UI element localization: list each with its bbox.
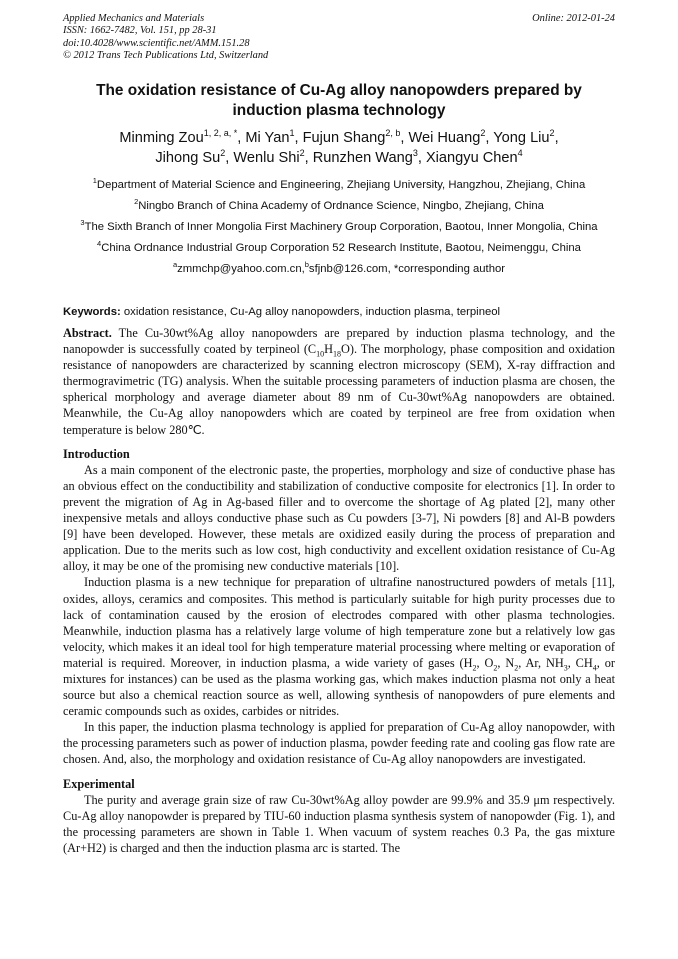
email-a[interactable]: zmmchp@yahoo.com.cn, bbox=[177, 263, 305, 275]
abstract: Abstract. The Cu-30wt%Ag alloy nanopowders are prepared by induction plasma technology, and the nanopowder is successfully coated by terpineol $(C_{10}H_{18}O)$. The morphology, phase composition and oxidation resistance of nanopowders are characterized by scanning electron microscopy (SEM), X-ray diffraction and thermogravimetric (TG) analysis. When the suitable processing parameters of induction plasma are chosen, the spherical morphology and average diameter about 89 nm of Cu-30wt%Ag nanopowders are obtained. Meanwhile, the Cu-Ag alloy nanopowders which are coated by terpineol are free from oxidation when temperature is below 280℃. bbox=[63, 326, 615, 437]
affiliation: $^1$Department of Material Science and Engineering, Zhejiang University, Hangzhou, Zhejiang, China bbox=[92, 176, 586, 191]
keywords-text: oxidation resistance, Cu-Ag alloy nanopowders, induction plasma, terpineol bbox=[120, 306, 501, 318]
author: Runzhen Wang$^3$, bbox=[312, 148, 426, 166]
experimental-heading: Experimental bbox=[63, 776, 135, 791]
intro-paragraph-2: Induction plasma is a new technique for preparation of ultrafine nanostructured powders of metals [11], oxides, alloys, ceramics and composites. This method is particularly suitable for high purity processes due to lack of contamination caused by the erosion of electrodes compared with other plasma technologies. Meanwhile, induction plasma has a relatively large volume of high temperature zone but a relatively low gas velocity, which makes it an ideal tool for high temperature material processing where melting or evaporation of material is required. Moreover, in induction plasma, a wide variety of gases ($H_2$, $O_2$, $N_2$, Ar, $NH_3$, $CH_4$, or mixtures for instances) can be used as the plasma working gas, which makes induction plasma not only a heat source but also a chemical reaction source as well, allowing synthesis of nanopowders of pure elements and ceramic compounds such as oxides, carbides or nitrides. bbox=[63, 575, 615, 719]
author: Yong Liu$^2$, bbox=[493, 128, 559, 146]
paper-body bbox=[63, 325, 615, 856]
journal-header bbox=[63, 13, 268, 63]
introduction-heading: Introduction bbox=[63, 446, 130, 461]
doi-line: doi:10.4028/www.scientific.net/AMM.151.28 bbox=[63, 37, 250, 49]
issn-line: ISSN: 1662-7482, Vol. 151, pp 28-31 bbox=[63, 25, 217, 37]
author: Wenlu Shi$^2$, bbox=[233, 148, 313, 166]
paper-title: The oxidation resistance of Cu-Ag alloy nanopowders prepared by induction plasma technology bbox=[96, 82, 582, 119]
author: Xiangyu Chen$^4$ bbox=[425, 148, 523, 166]
keywords-label: Keywords: bbox=[63, 306, 121, 318]
author-list bbox=[63, 128, 615, 168]
journal-name: Applied Mechanics and Materials bbox=[63, 13, 205, 24]
affiliation: $^2$Ningbo Branch of China Academy of Ordnance Science, Ningbo, Zhejiang, China bbox=[134, 197, 544, 212]
affiliation: $^3$The Sixth Branch of Inner Mongolia First Machinery Group Corporation, Baotou, Inner Mongolia, China bbox=[80, 218, 598, 233]
email-b[interactable]: sfjnb@126.com, *corresponding author bbox=[308, 263, 506, 275]
intro-paragraph-3: In this paper, the induction plasma technology is applied for preparation of Cu-Ag alloy nanopowder, with the processing parameters such as power of induction plasma, powder feeding rate and cooling gas flow rate are chosen. And, also, the morphology and oxidation resistance of Cu-Ag alloy nanopowders are investigated. bbox=[63, 720, 615, 767]
online-date: Online: 2012-01-24 bbox=[532, 13, 615, 24]
email-line: $^a$zmmchp@yahoo.com.cn,$^b$sfjnb@126.com, *corresponding author bbox=[172, 260, 506, 275]
author: Minming Zou$^{1, 2, a, *}$, bbox=[119, 128, 246, 146]
author: Mi Yan$^1$, bbox=[245, 128, 303, 146]
copyright-line: © 2012 Trans Tech Publications Ltd, Switzerland bbox=[63, 50, 269, 62]
author: Wei Huang$^2$, bbox=[408, 128, 494, 146]
affiliation-list bbox=[63, 177, 615, 282]
keywords bbox=[63, 304, 615, 320]
experimental-paragraph-1: The purity and average grain size of raw Cu-30wt%Ag alloy powder are 99.9% and 35.9 μm respectively. Cu-Ag alloy nanopowder is prepared by TIU-60 induction plasma synthesis system of nanopowder (Fig. 1), and the processing parameters are shown in Table 1. When vacuum of system reaches 0.3 Pa, the gas mixture (Ar+H2) is charged and then the induction plasma arc is started. The bbox=[63, 792, 615, 855]
intro-paragraph-1: As a main component of the electronic paste, the properties, morphology and size of conductive phase has an obvious effect on the conductibility and stabilization of conductive composite for electronics [1]. In order to prevent the migration of Ag in Ag-based filler and to overcome the shortage of Ag plated [2], many other inexpensive metals and alloys conductive phase such as Cu powders [3-7], Ni powders [8] and Al-B powders [9] have been developed. However, these metals are oxidized easily during the process of preparation and application. Due to the merits such as low cost, high conductivity and excellent oxidation resistance of Cu-Ag alloy, it may be one of the promising new conductive materials [10]. bbox=[63, 462, 615, 574]
abstract-label: Abstract. bbox=[63, 326, 112, 340]
author: Jihong Su$^2$, bbox=[155, 148, 234, 166]
affiliation: $^4$China Ordnance Industrial Group Corporation 52 Research Institute, Baotou, Neimenggu, China bbox=[97, 239, 581, 254]
author: Fujun Shang$^{2, b}$, bbox=[302, 128, 409, 146]
